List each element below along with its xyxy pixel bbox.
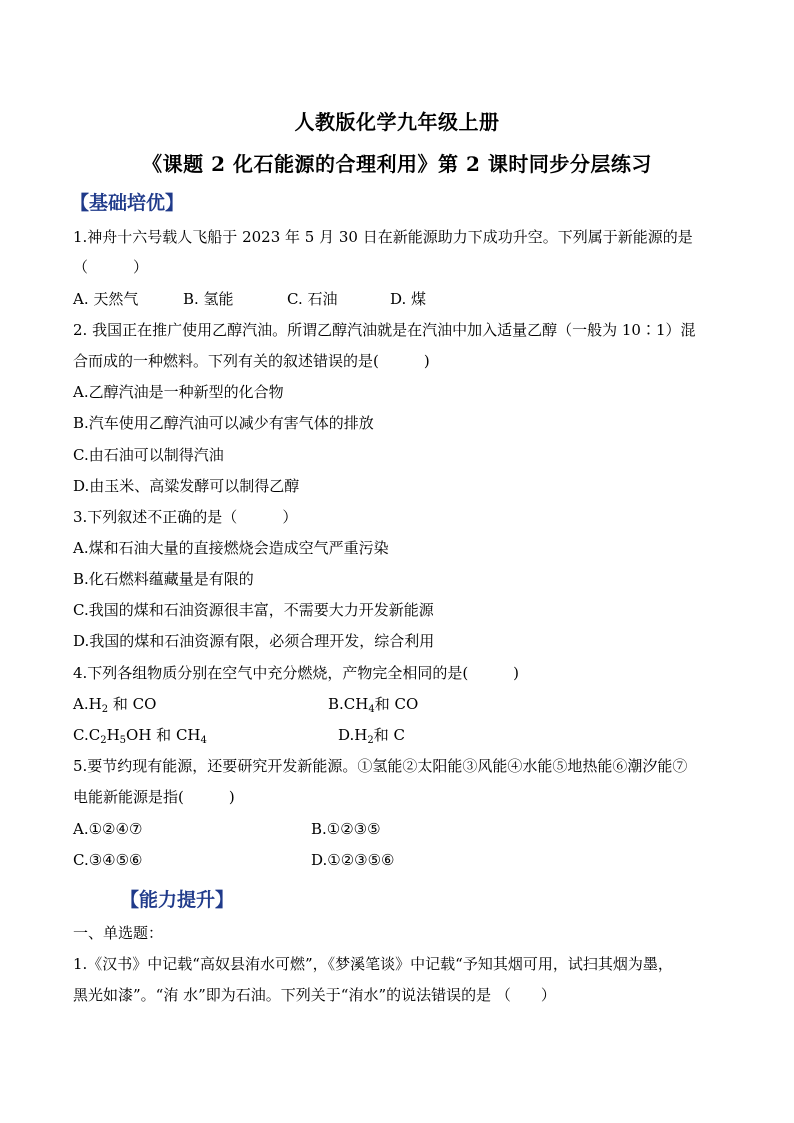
q3-stem: 3.下列叙述不正确的是（ ）: [73, 508, 298, 526]
q4-option-a: $A.H_2$ 和 CO: [73, 695, 157, 715]
q5-option-d: D.①②③⑤⑥: [311, 851, 395, 869]
q4-stem: 4.下列各组物质分别在空气中充分燃烧，产物完全相同的是( ): [73, 664, 520, 682]
q2-option-b: B.汽车使用乙醇汽油可以减少有害气体的排放: [73, 414, 374, 432]
q2-stem-line-1: 2. 我国正在推广使用乙醇汽油。所谓乙醇汽油就是在汽油中加入适量乙醇（一般为 10∶1）混: [73, 321, 696, 339]
q2-option-a: A.乙醇汽油是一种新型的化合物: [73, 383, 284, 401]
q4-option-b: $B.CH_4$和 CO: [328, 695, 419, 715]
q1-option-b: B. 氢能: [183, 290, 234, 308]
q1-option-a: A. 天然气: [73, 290, 139, 308]
q5-option-a: A.①②④⑦: [73, 820, 143, 838]
q4-option-c: $C.C_2H_5OH$ 和 $CH_4$: [73, 726, 207, 746]
section-advance-heading: 【能力提升】: [120, 889, 235, 911]
q3-option-d: D.我国的煤和石油资源有限，必须合理开发，综合利用: [73, 632, 435, 650]
q1-stem-line-2: （ ）: [73, 258, 149, 276]
q3-option-b: B.化石燃料蕴藏量是有限的: [73, 570, 254, 588]
q2-option-d: D.由玉米、高粱发酵可以制得乙醇: [73, 477, 300, 495]
q5-stem-line-1: 5.要节约现有能源，还要研究开发新能源。①氢能②太阳能③风能④水能⑤地热能⑥潮汐能⑦: [73, 757, 688, 775]
part-heading-single-choice: 一、单选题：: [73, 924, 164, 942]
q1-option-d: D. 煤: [390, 290, 427, 308]
q1-stem-line-1: 1.神舟十六号载人飞船于 2023 年 5 月 30 日在新能源助力下成功升空。下列属于新能源的是: [73, 228, 693, 246]
q5-option-b: B.①②③⑤: [311, 820, 381, 838]
section-basic-heading: 【基础培优】: [70, 192, 185, 214]
doc-title-line-2: 《课题 2 化石能源的合理利用》第 2 课时同步分层练习: [142, 152, 652, 176]
q5-option-c: C.③④⑤⑥: [73, 851, 143, 869]
q2-stem-line-2: 合而成的一种燃料。下列有关的叙述错误的是( ): [73, 352, 430, 370]
q2-option-c: C.由石油可以制得汽油: [73, 446, 224, 464]
q1-option-c: C. 石油: [287, 290, 338, 308]
p1-stem-line-2: 黑光如漆”。“洧 水”即为石油。下列关于“洧水”的说法错误的是 （ ）: [73, 986, 556, 1004]
q3-option-a: A.煤和石油大量的直接燃烧会造成空气严重污染: [73, 539, 389, 557]
q4-option-d: $D.H_2$和 C: [338, 726, 405, 746]
q3-option-c: C.我国的煤和石油资源很丰富，不需要大力开发新能源: [73, 601, 434, 619]
q5-stem-line-2: 电能新能源是指( ): [73, 788, 235, 806]
doc-title-line-1: 人教版化学九年级上册: [294, 110, 500, 134]
p1-stem-line-1: 1.《汉书》中记载“高奴县洧水可燃”，《梦溪笔谈》中记载“予知其烟可用，试扫其烟为墨，: [73, 955, 673, 973]
